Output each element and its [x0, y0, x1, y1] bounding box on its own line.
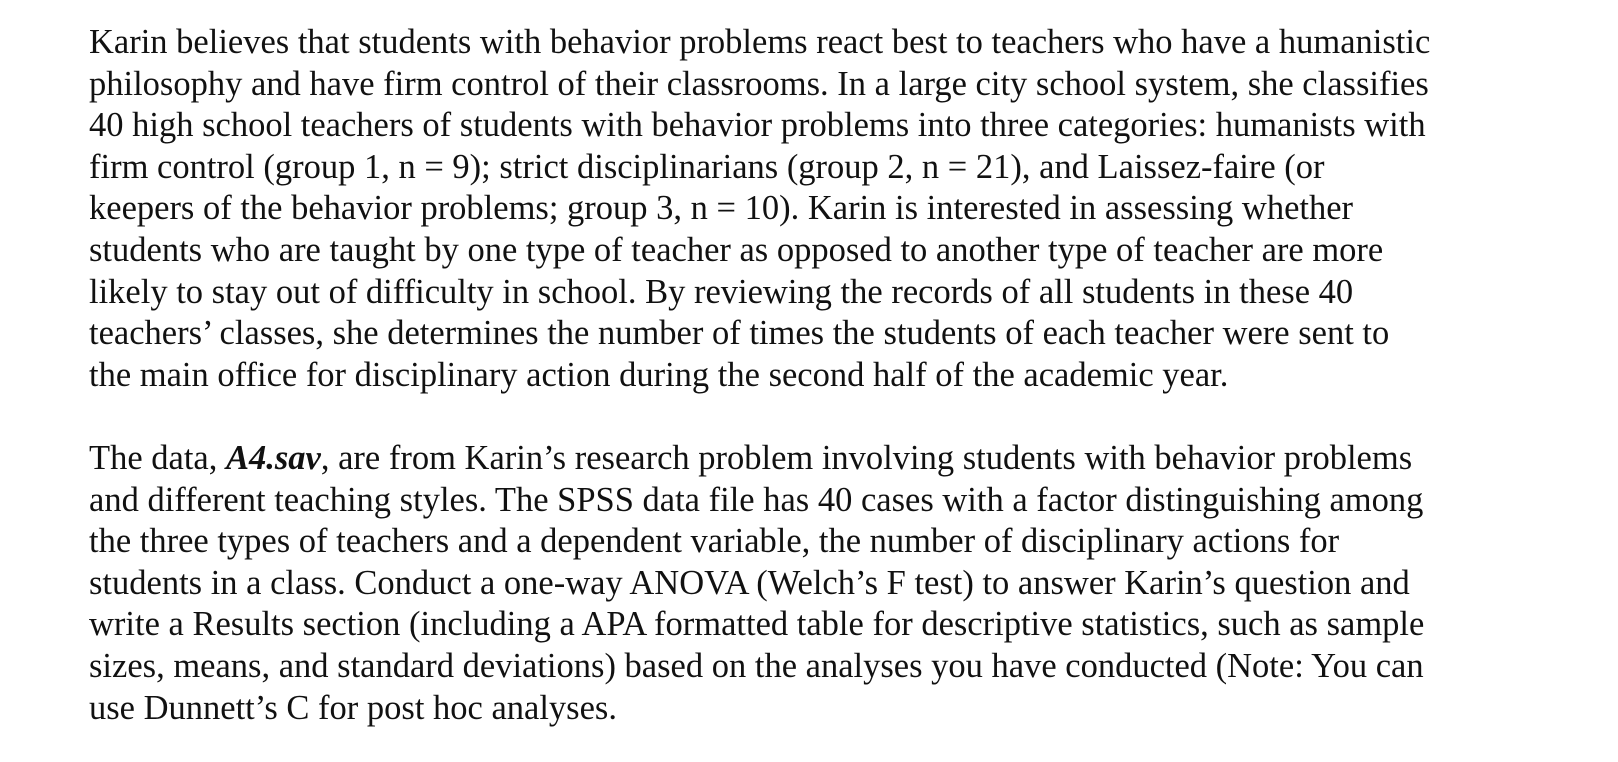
text-line: firm control (group 1, n = 9); strict disciplinarians (group 2, n = 21), and Laissez-faire (or [89, 147, 1325, 186]
paragraph-scenario [89, 22, 1529, 396]
text-line: students in a class. Conduct a one-way ANOVA (Welch’s F test) to answer Karin’s question and [89, 563, 1410, 602]
document-body [89, 22, 1529, 729]
text-fragment: The data, [89, 438, 226, 477]
text-line: sizes, means, and standard deviations) based on the analyses you have conducted (Note: You can [89, 646, 1424, 685]
text-line: keepers of the behavior problems; group 3, n = 10). Karin is interested in assessing whether [89, 189, 1354, 228]
text-line: Karin believes that students with behavior problems react best to teachers who have a humanistic [89, 23, 1431, 61]
text-line: use Dunnett’s C for post hoc analyses. [89, 688, 617, 727]
text-line: and different teaching styles. The SPSS data file has 40 cases with a factor distinguishing among [89, 480, 1424, 519]
text-line: the three types of teachers and a dependent variable, the number of disciplinary actions for [89, 522, 1340, 561]
text-line: write a Results section (including a APA formatted table for descriptive statistics, such as sample [89, 605, 1425, 644]
text-line: teachers’ classes, she determines the number of times the students of each teacher were sent to [89, 314, 1390, 353]
text-line: philosophy and have firm control of their classrooms. In a large city school system, she classifies [89, 64, 1429, 103]
data-filename: A4.sav [225, 438, 321, 477]
text-line [89, 438, 1529, 480]
paragraph-instructions [89, 438, 1529, 729]
text-fragment: , are from Karin’s research problem involving students with behavior problems [320, 438, 1413, 477]
text-line: students who are taught by one type of teacher as opposed to another type of teacher are more [89, 230, 1384, 269]
text-line: likely to stay out of difficulty in school. By reviewing the records of all students in these 40 [89, 272, 1354, 311]
text-line: the main office for disciplinary action during the second half of the academic year. [89, 355, 1229, 394]
text-line: 40 high school teachers of students with behavior problems into three categories: humanists with [89, 106, 1426, 145]
